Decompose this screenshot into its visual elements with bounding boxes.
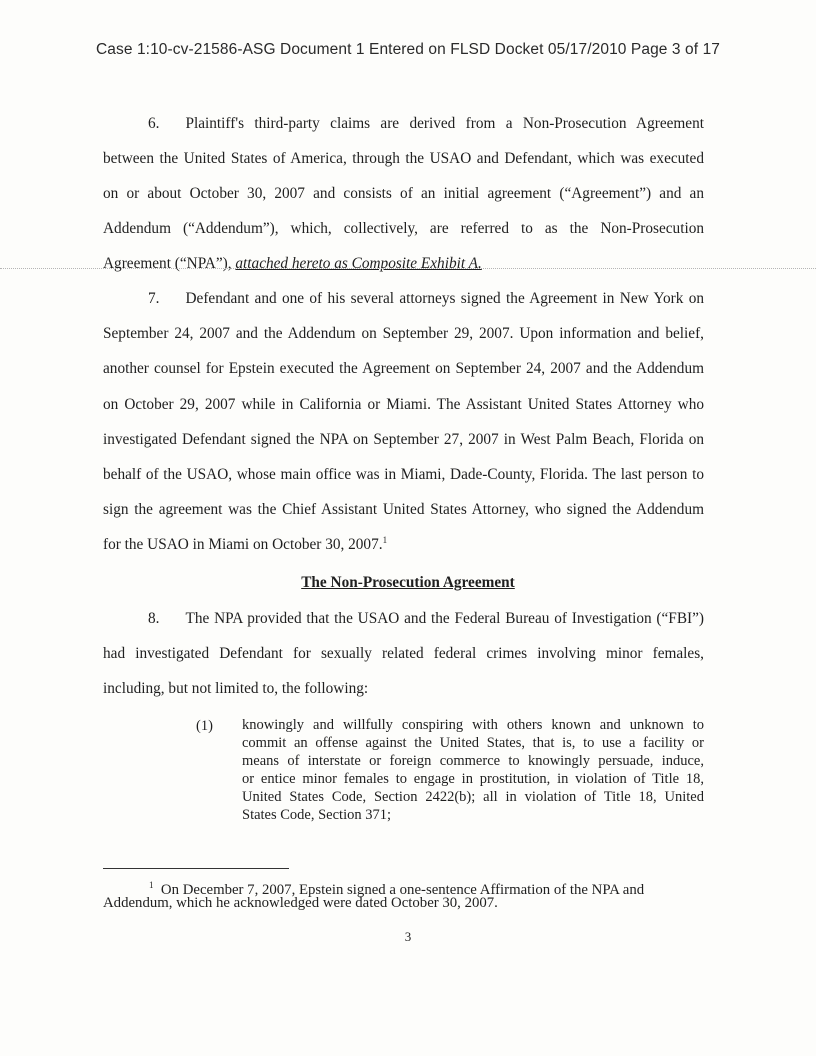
paragraph-7-line-8: for the USAO in Miami on October 30, 2007.$^1$ [103, 534, 388, 553]
composite-exhibit-reference: attached hereto as Composite Exhibit A. [235, 255, 482, 272]
paragraph-7-line-2: September 24, 2007 and the Addendum on September 29, 2007. Upon information and belief, [103, 325, 704, 342]
paragraph-8-number: 8. [148, 610, 160, 627]
item-1-line-6: States Code, Section 371; [242, 807, 392, 823]
item-1-line-1: knowingly and willfully conspiring with others known and unknown to [242, 717, 704, 733]
paragraph-8-line-2: had investigated Defendant for sexually related federal crimes involving minor females, [103, 645, 704, 662]
footnote-line-1: $^1$ On December 7, 2007, Epstein signed a one-sentence Affirmation of the NPA and [149, 880, 645, 898]
footnote-reference: 1 [382, 534, 388, 545]
list-item-number: (1) [196, 718, 213, 734]
paragraph-7-line-6: behalf of the USAO, whose main office was in Miami, Dade-County, Florida. The last person to [103, 466, 704, 483]
item-1-line-5: United States Code, Section 2422(b); all in violation of Title 18, United [242, 789, 704, 805]
page-number: 3 [404, 929, 412, 944]
paragraph-7-line-1: 7. Defendant and one of his several attorneys signed the Agreement in New York on [148, 290, 704, 307]
paragraph-6-line-1: 6. Plaintiff's third-party claims are derived from a Non-Prosecution Agreement [148, 115, 704, 132]
paragraph-7-line-7: sign the agreement was the Chief Assistant United States Attorney, who signed the Addendum [103, 501, 704, 518]
paragraph-6-line-5: Agreement (“NPA”), attached hereto as Composite Exhibit A. [103, 255, 482, 272]
paragraph-7-line-5: investigated Defendant signed the NPA on September 27, 2007 in West Palm Beach, Florida on [103, 431, 704, 448]
item-1-line-2: commit an offense against the United States, that is, to use a facility or [242, 735, 704, 751]
item-1-line-3: means of interstate or foreign commerce to knowingly persuade, induce, [242, 753, 704, 769]
paragraph-6-line-3: on or about October 30, 2007 and consists of an initial agreement (“Agreement”) and an [103, 185, 704, 202]
paragraph-7-number: 7. [148, 290, 160, 307]
paragraph-6-line-4: Addendum (“Addendum”), which, collectively, are referred to as the Non-Prosecution [103, 220, 704, 237]
item-1-line-4: or entice minor females to engage in prostitution, in violation of Title 18, [242, 771, 704, 787]
footnote-line-2: Addendum, which he acknowledged were dated October 30, 2007. [103, 895, 498, 911]
footnote-mark: 1 [149, 880, 154, 890]
paragraph-8-line-3: including, but not limited to, the following: [103, 680, 369, 697]
footnote-rule [103, 868, 289, 869]
section-heading: The Non-Prosecution Agreement [301, 574, 515, 591]
paragraph-6-line-2: between the United States of America, through the USAO and Defendant, which was executed [103, 150, 704, 167]
case-header: Case 1:10-cv-21586-ASG Document 1 Entered on FLSD Docket 05/17/2010 Page 3 of 17 [95, 41, 721, 58]
paragraph-7-line-4: on October 29, 2007 while in California or Miami. The Assistant United States Attorney who [103, 396, 704, 413]
paragraph-6-number: 6. [148, 115, 160, 132]
scan-artifact-line [0, 268, 816, 269]
paragraph-7-line-3: another counsel for Epstein executed the Agreement on September 24, 2007 and the Addendum [103, 360, 704, 377]
paragraph-8-line-1: 8. The NPA provided that the USAO and the Federal Bureau of Investigation (“FBI”) [148, 610, 704, 627]
